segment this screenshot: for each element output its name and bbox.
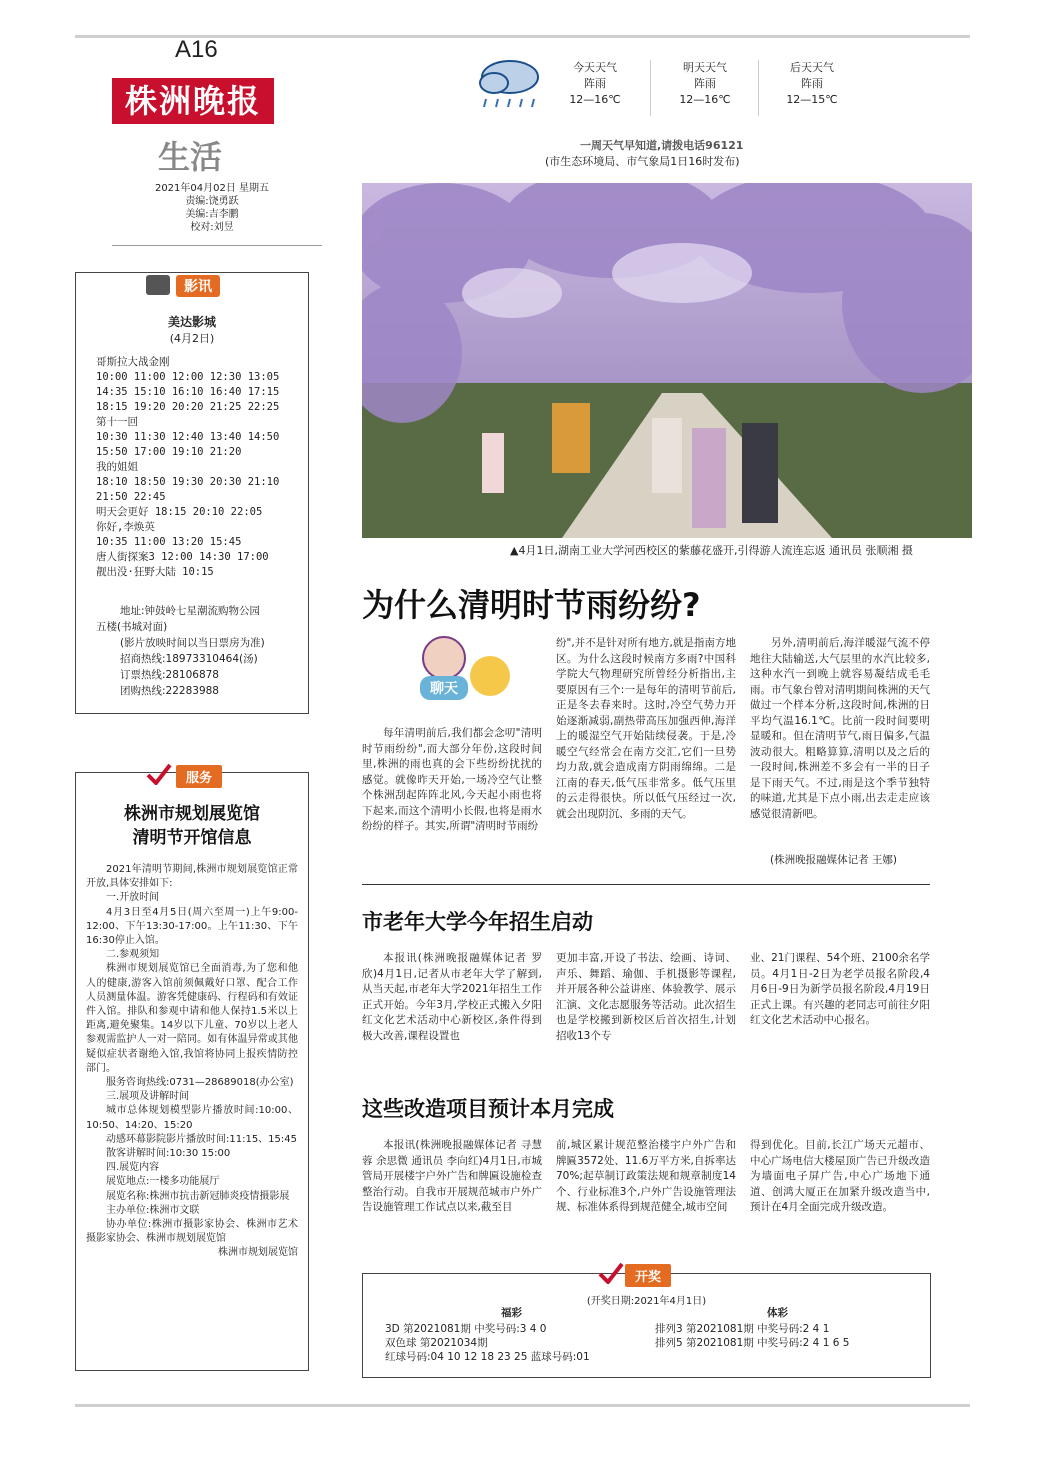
weather-temp: 12—16℃ xyxy=(569,93,621,106)
checkmark-icon xyxy=(146,763,172,785)
lottery-date: (开奖日期:2021年4月1日) xyxy=(586,1296,707,1307)
weather-divider xyxy=(650,60,651,116)
bottom-rule xyxy=(75,1404,970,1407)
weather-hotline: 一周天气早知道,请拨电话96121 xyxy=(580,139,744,152)
service-para: 二.参观须知 xyxy=(106,949,160,961)
header-divider xyxy=(112,245,322,246)
chat-column-badge xyxy=(390,636,540,716)
article1-col3: 另外,清明前后,海洋暖湿气流不停地往大陆输送,大气层里的水汽比较多,这种水汽一到晚上就容易凝结成毛毛雨。市气象台曾对清明期间株洲的天气做过一个样本分析,这段时间,株洲的日平均气温16.1℃。比前一段时间要明显暖和。但在清明节气,雨日偏多,气温波动很大。粗略算算,清明以及之后的一段时间,株洲差不多会有一半的日子是下雨天气。不过,雨是这个季节独特的味道,尤其是下点小雨,出去走走应该感觉很清新吧。 xyxy=(750,637,930,820)
group-hotline: 团购热线:22283988 xyxy=(120,685,219,697)
showtime-line: 你好,李焕英 xyxy=(96,521,155,533)
article2-col2: 更加丰富,开设了书法、绘画、诗词、声乐、舞蹈、瑜伽、手机摄影等课程,并开展各种公益讲座、体验教学、展示汇演、文化志愿服务等活动。此次招生也是学校搬到新校区后首次招生,计划招收13个专 xyxy=(556,952,736,1042)
service-para: 服务咨询热线:0731—28689018(办公室) xyxy=(106,1077,294,1089)
showtime-line: 10:35 11:00 13:20 15:45 xyxy=(96,536,242,548)
checkmark-icon xyxy=(598,1262,624,1284)
weather-label: 后天天气 xyxy=(790,61,834,74)
article1-byline: (株洲晚报融媒体记者 王娜) xyxy=(770,854,898,866)
masthead-logo: 株洲晚报 xyxy=(112,78,274,124)
showtime-line: 21:50 22:45 xyxy=(96,491,166,503)
service-para: 主办单位:株洲市文联 xyxy=(106,1204,200,1216)
showtime-line: 18:15 19:20 20:20 21:25 22:25 xyxy=(96,401,280,413)
article3-col2: 前,城区累计规范整治楼宇户外广告和牌匾3572处、11.6万平方米,自拆率达70%;起草制订政策法规和规章制度14个、行业标准3个,户外广告设施管理法规、标准体系得到规范健全,城市空间 xyxy=(556,1139,736,1213)
service-para: 株洲市规划展览馆已全面消毒,为了您和他人的健康,游客入馆前须佩戴好口罩、配合工作人员测量体温。游客凭健康码、行程码和有效证件入馆。排队和参观中请和他人保持1.5米以上距离,避免聚集。14岁以下儿童、70岁以上老人参观需监护人一对一陪同。如有体温异常或其他疑似症状者谢绝入馆,我馆将协同上报疾情防控部门。 xyxy=(86,963,298,1074)
article2-col1: 本报讯(株洲晚报融媒体记者 罗欣)4月1日,记者从市老年大学了解到,从当天起,市老年大学2021年招生工作正式开始。今年3月,学校正式搬入夕阳红文化艺术活动中心新校区,条件得到极大改善,课程设置也 xyxy=(362,952,542,1042)
service-para: 散客讲解时间:10:30 15:00 xyxy=(106,1148,231,1160)
sports-lottery-title: 体彩 xyxy=(767,1307,788,1319)
sun-icon xyxy=(470,656,510,696)
designer-credit: 美编:吉李鹏 xyxy=(185,209,239,220)
movie-tag: 影讯 xyxy=(176,275,220,297)
service-title-line2: 清明节开馆信息 xyxy=(132,828,252,848)
weather-source: (市生态环境局、市气象局1日16时发布) xyxy=(545,155,740,168)
weather-cond: 阵雨 xyxy=(801,77,823,90)
service-para: 协办单位:株洲市摄影家协会、株洲市艺术摄影家协会、株洲市规划展览馆 xyxy=(86,1219,298,1245)
movie-listings-box xyxy=(75,272,309,714)
weather-label: 明天天气 xyxy=(683,61,727,74)
weather-divider xyxy=(758,60,759,116)
weather-cond: 阵雨 xyxy=(694,77,716,90)
film-camera-icon xyxy=(146,275,170,295)
welfare-lottery-results xyxy=(385,1322,655,1364)
lottery-row: 红球号码:04 10 12 18 23 25 蓝球号码:01 xyxy=(385,1351,590,1363)
article3-col1: 本报讯(株洲晚报融媒体记者 寻慧蓉 余思微 通讯员 李向红)4月1日,市城管局开展楼宇户外广告和牌匾设施检查整治行动。自我市开展规范城市户外广告设施管理工作试点以来,截至目 xyxy=(362,1139,542,1213)
article3-headline: 这些改造项目预计本月完成 xyxy=(362,1097,614,1121)
business-hotline: 招商热线:18973310464(汤) xyxy=(120,653,258,665)
service-para: 四.展览内容 xyxy=(106,1162,160,1174)
rain-cloud-icon xyxy=(470,55,550,115)
service-para: 一.开放时间 xyxy=(106,892,160,904)
lottery-tag: 开奖 xyxy=(625,1264,671,1287)
lottery-row: 排列5 第2021081期 中奖号码:2 4 1 6 5 xyxy=(655,1337,850,1349)
cinema-address: 地址:钟鼓岭七星潮流购物公园 xyxy=(120,605,261,617)
article1-divider xyxy=(362,884,930,885)
article1-col1: 每年清明前后,我们都会念叨"清明时节雨纷纷",而大部分年份,这段时间里,株洲的雨也真的会下些纷纷扰扰的感觉。就像昨天开始,一场冷空气让整个株洲刮起阵阵北风,今天起小雨也将下起来,而这个清明小长假,也将是雨水纷纷的样子。其实,所谓"清明时节雨纷 xyxy=(362,727,542,832)
showtime-line: 15:50 17:00 19:10 21:20 xyxy=(96,446,242,458)
listing-date: (4月2日) xyxy=(169,332,215,345)
weather-tomorrow xyxy=(655,60,755,108)
showtimes-list xyxy=(96,355,306,580)
schedule-note: (影片放映时间以当日票房为准) xyxy=(120,637,265,649)
lottery-row: 双色球 第2021034期 xyxy=(385,1337,488,1349)
showtime-line: 14:35 15:10 16:10 16:40 17:15 xyxy=(96,386,280,398)
weather-temp: 12—16℃ xyxy=(679,93,731,106)
service-para: 2021年清明节期间,株洲市规划展览馆正常开放,具体安排如下: xyxy=(86,864,298,890)
proof-credit: 校对:刘昱 xyxy=(190,222,234,233)
service-para: 城市总体规划模型影片播放时间:10:00、10:50、14:20、15:20 xyxy=(86,1105,298,1131)
section-title: 生活 xyxy=(158,138,223,176)
showtime-line: 10:00 11:00 12:00 12:30 13:05 xyxy=(96,371,280,383)
article3-col3: 得到优化。目前,长江广场天元超市、中心广场电信大楼屋顶广告已升级改造为墙面电子屏广告,中心广场地下通道、创鸿大厦正在加紧升级改造当中,预计在4月全面完成升级改造。 xyxy=(750,1139,930,1213)
service-tag: 服务 xyxy=(176,765,222,788)
issue-date: 2021年04月02日 星期五 xyxy=(154,183,270,194)
service-signature: 株洲市规划展览馆 xyxy=(218,1247,298,1259)
lottery-box xyxy=(362,1270,931,1378)
page-number: A16 xyxy=(175,36,218,63)
service-para: 动感环幕影院影片播放时间:11:15、15:45 xyxy=(106,1133,298,1145)
author-avatar xyxy=(422,636,466,680)
lottery-row: 3D 第2021081期 中奖号码:3 4 0 xyxy=(385,1323,547,1335)
weather-day-after xyxy=(762,60,862,108)
service-box xyxy=(75,772,309,1371)
welfare-lottery-title: 福彩 xyxy=(501,1307,522,1319)
showtime-line: 靓出没·狂野大陆 10:15 xyxy=(96,566,214,578)
weather-temp: 12—15℃ xyxy=(786,93,838,106)
service-body xyxy=(86,863,298,1261)
showtime-line: 我的姐姐 xyxy=(96,461,138,473)
service-para: 4月3日至4月5日(周六至周一)上午9:00-12:00、下午13:30-17:00。上午11:30、下午16:30停止入馆。 xyxy=(86,906,298,947)
cinema-name: 美达影城 xyxy=(167,315,216,329)
showtime-line: 唐人街探案3 12:00 14:30 17:00 xyxy=(96,551,269,563)
showtime-line: 哥斯拉大战金刚 xyxy=(96,356,170,368)
wisteria-photo xyxy=(362,183,972,538)
showtime-line: 18:10 18:50 19:30 20:30 21:10 xyxy=(96,476,280,488)
booking-hotline: 订票热线:28106878 xyxy=(120,669,219,681)
photo-caption: ▲4月1日,湖南工业大学河西校区的紫藤花盛开,引得游人流连忘返 通讯员 张顺湘 摄 xyxy=(510,544,913,557)
sports-lottery-results xyxy=(655,1322,925,1350)
showtime-line: 明天会更好 18:15 20:10 22:05 xyxy=(96,506,263,518)
showtime-line: 10:30 11:30 12:40 13:40 14:50 xyxy=(96,431,280,443)
article1-col2: 纷",并不是针对所有地方,就是指南方地区。为什么这段时候南方多雨?中国科学院大气物理研究所曾经分析指出,主要原因有三个:一是每年的清明节前后,正是冬去春来时。这时,冷空气势力开始逐渐减弱,副热带高压加强西伸,海洋上的暖湿空气开始陆续侵袭。于是,冷暖空气经常会在南方交汇,它们一旦势均力敌,就会造成南方阴雨绵绵。二是江南的春天,低气压非常多。低气压里的云走得很快。所以低气压经过一次,就会出现阴沉、多雨的天气。 xyxy=(556,637,736,820)
weather-cond: 阵雨 xyxy=(584,77,606,90)
service-para: 三.展项及讲解时间 xyxy=(106,1091,190,1103)
cinema-address-2: 五楼(书城对面) xyxy=(96,621,168,633)
weather-label: 今天天气 xyxy=(573,61,617,74)
weather-today xyxy=(545,60,645,108)
service-title-line1: 株洲市规划展览馆 xyxy=(124,804,260,824)
cinema-info xyxy=(96,603,306,699)
service-para: 展览名称:株洲市抗击新冠肺炎疫情摄影展 xyxy=(106,1190,290,1202)
showtime-line: 第十一回 xyxy=(96,416,138,428)
editor-credit: 责编:饶勇跃 xyxy=(185,196,239,207)
service-para: 展览地点:一楼多功能展厅 xyxy=(106,1176,220,1188)
article2-headline: 市老年大学今年招生启动 xyxy=(362,910,593,934)
lottery-row: 排列3 第2021081期 中奖号码:2 4 1 xyxy=(655,1323,830,1335)
article2-col3: 业、21门课程、54个班、2100余名学员。4月1日-2日为老学员报名阶段,4月6日-9日为新学员报名阶段,4月19日正式上课。有兴趣的老同志可前往夕阳红文化艺术活动中心报名。 xyxy=(750,952,930,1026)
article1-headline: 为什么清明时节雨纷纷? xyxy=(362,586,701,624)
chat-badge-label: 聊天 xyxy=(420,676,468,700)
